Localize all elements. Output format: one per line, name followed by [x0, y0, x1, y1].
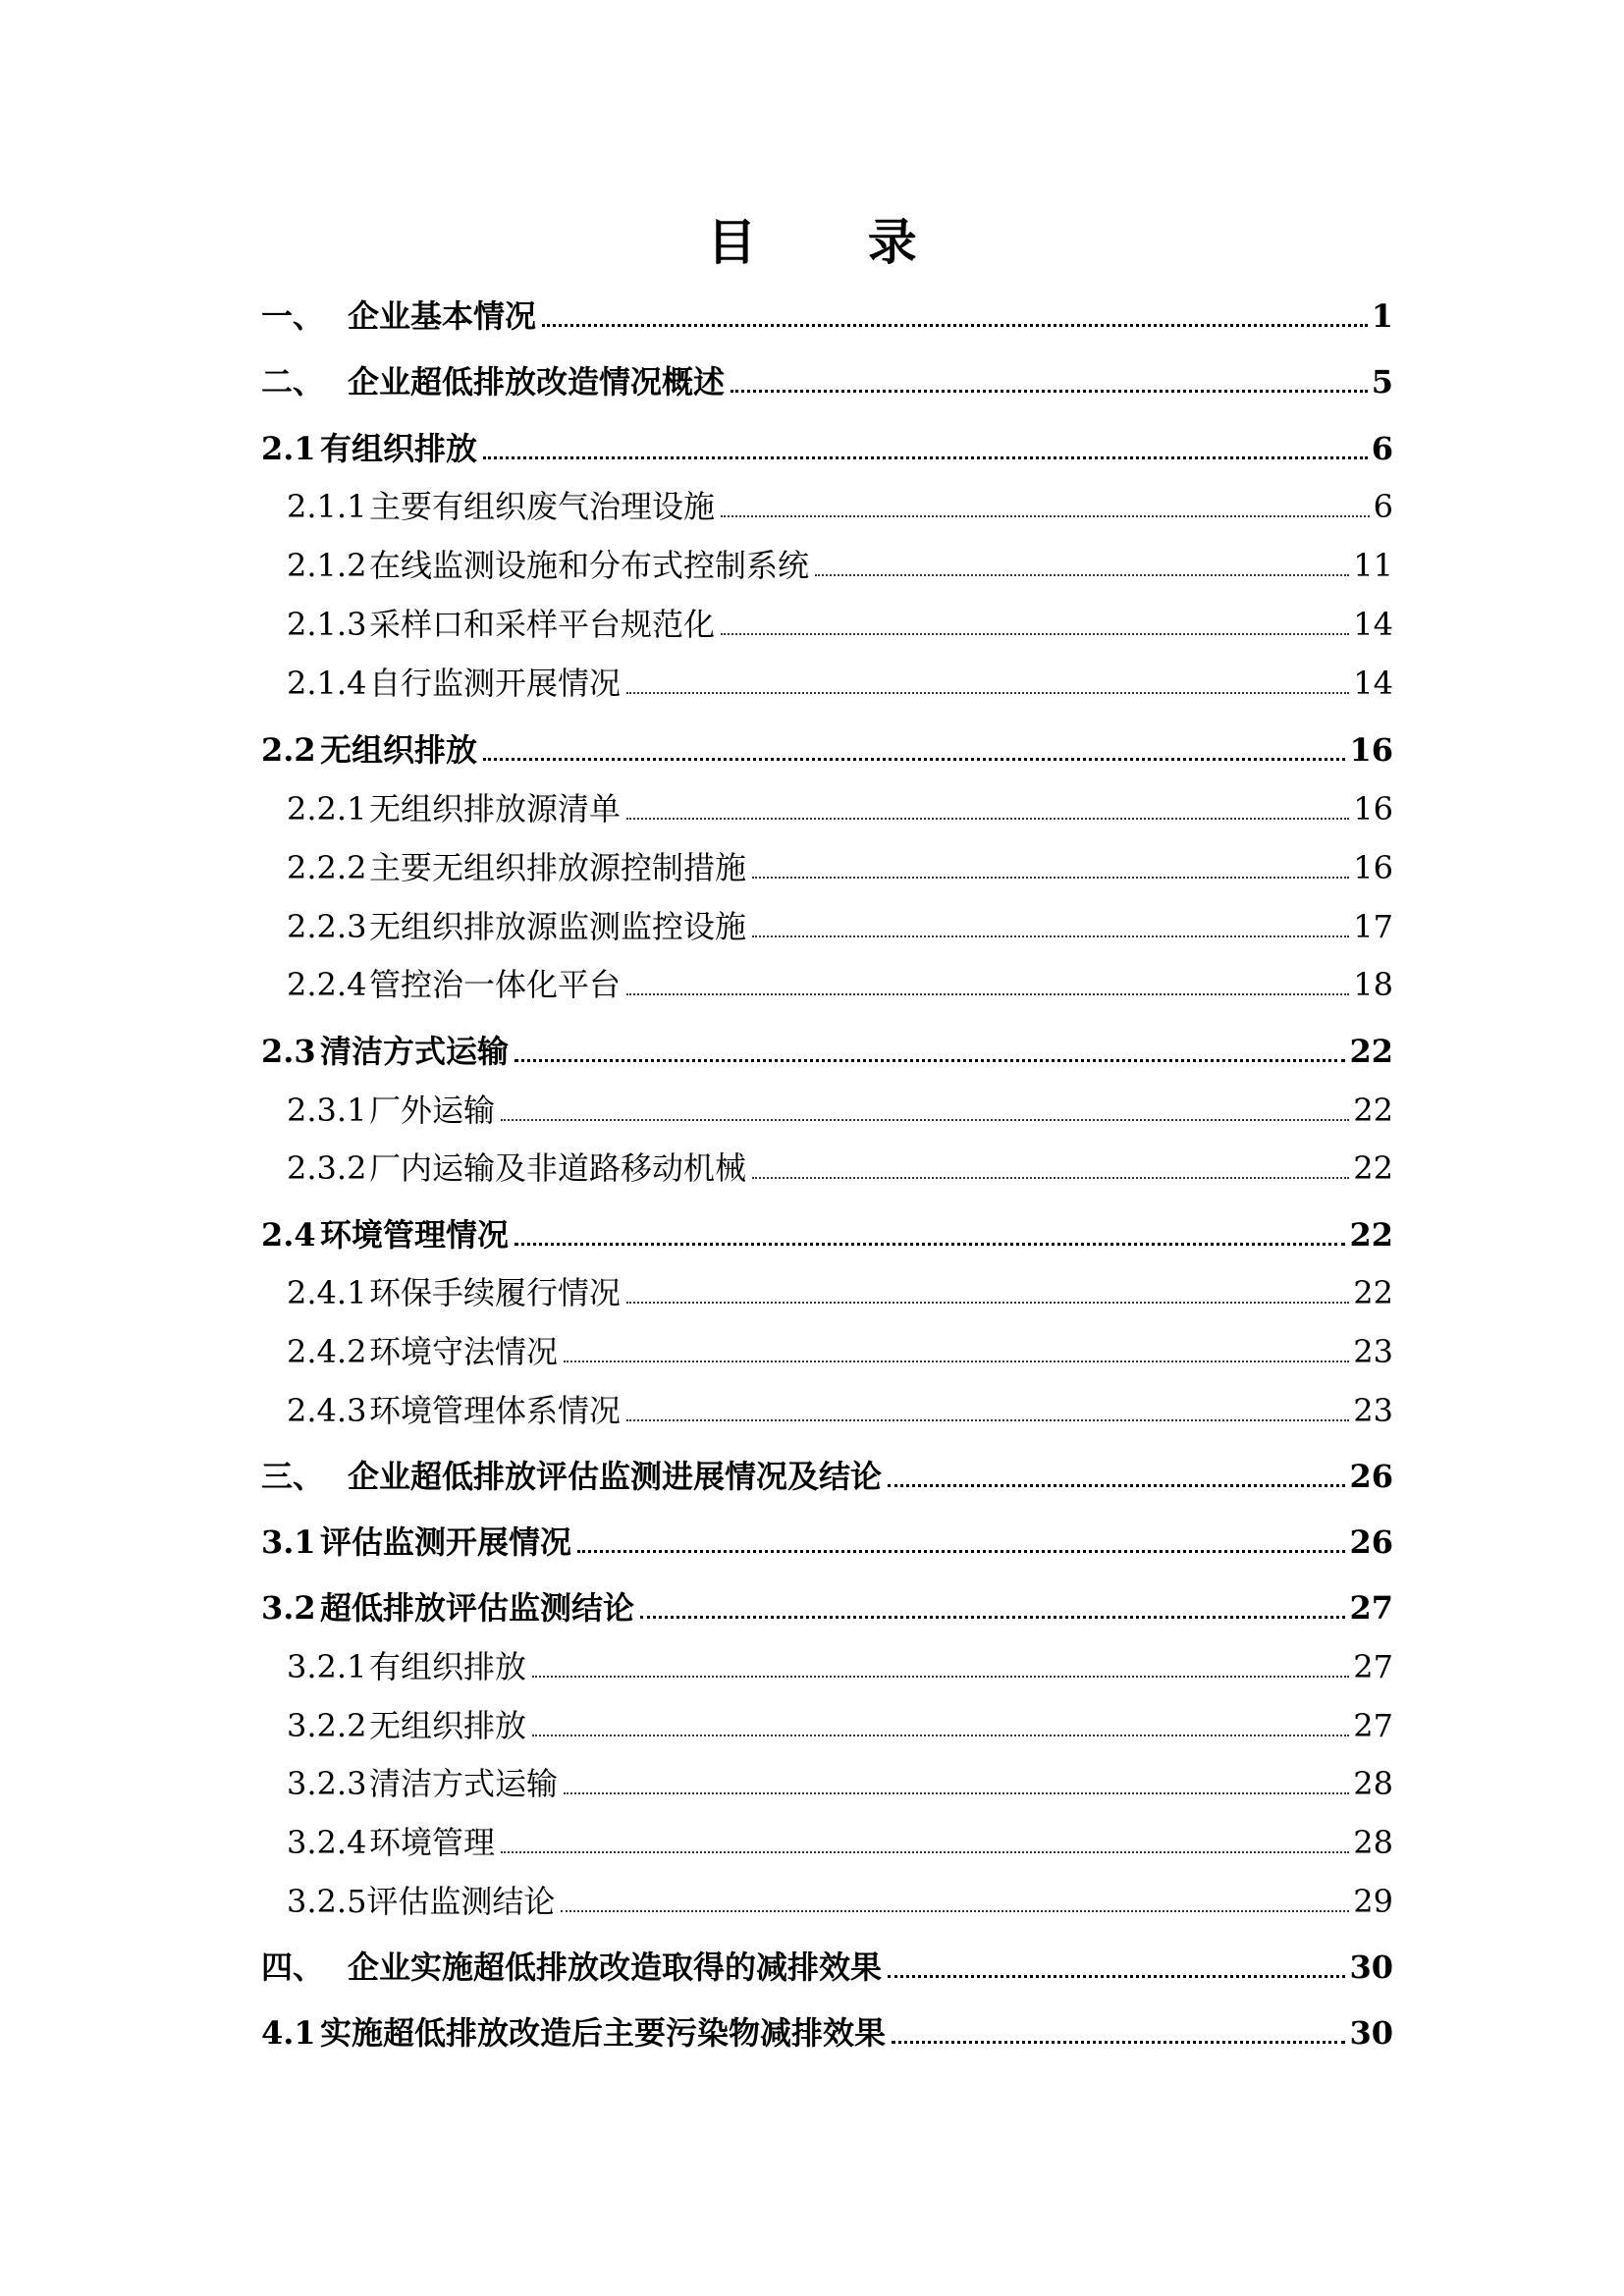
toc-entry-title: 有组织排放: [369, 1648, 527, 1685]
toc-entry-title: 厂内运输及非道路移动机械: [369, 1149, 747, 1187]
toc-page-number: 17: [1353, 908, 1393, 945]
toc-entry-title: 在线监测设施和分布式控制系统: [369, 547, 810, 584]
toc-page-number: 28: [1353, 1824, 1393, 1861]
toc-entry-title: 环境守法情况: [369, 1333, 559, 1370]
toc-entry[interactable]: [261, 362, 1393, 401]
toc-dot-leader: [501, 1119, 1349, 1121]
toc-page-number: 27: [1353, 1648, 1393, 1685]
toc-entry-number: 2.1.3: [287, 606, 367, 643]
toc-entry-title: 企业超低排放改造情况概述: [348, 363, 726, 400]
toc-page-number: 16: [1349, 731, 1393, 769]
toc-entry[interactable]: [287, 1391, 1393, 1430]
toc-entry-number: 3.2.5: [287, 1883, 367, 1920]
toc-entry-title: 无组织排放源监测监控设施: [369, 908, 747, 945]
toc-entry-title: 评估监测开展情况: [320, 1523, 572, 1561]
toc-entry-number: 2.3.2: [287, 1149, 367, 1187]
toc-entry-number: 2.4: [261, 1216, 316, 1254]
toc-entry-number: 2.3.1: [287, 1092, 367, 1129]
toc-entry-title: 实施超低排放改造后主要污染物减排效果: [320, 2014, 887, 2052]
toc-entry-title: 企业基本情况: [348, 297, 537, 335]
toc-entry[interactable]: [287, 546, 1393, 585]
toc-entry[interactable]: [261, 2013, 1393, 2053]
toc-entry[interactable]: [287, 664, 1393, 703]
toc-entry[interactable]: [287, 1882, 1393, 1921]
toc-dot-leader: [532, 1676, 1349, 1678]
toc-dot-leader: [892, 2041, 1345, 2044]
toc-entry-title: 清洁方式运输: [320, 1033, 510, 1070]
toc-entry[interactable]: [261, 1215, 1393, 1255]
toc-entry[interactable]: [287, 907, 1393, 946]
toc-dot-leader: [752, 935, 1349, 937]
toc-page-number: 22: [1353, 1149, 1393, 1187]
toc-page-number: 22: [1349, 1033, 1393, 1070]
toc-entry[interactable]: [287, 605, 1393, 644]
toc-entry[interactable]: [261, 429, 1393, 468]
toc-entry[interactable]: [287, 1647, 1393, 1686]
toc-page-number: 26: [1349, 1523, 1393, 1561]
toc-entry[interactable]: [287, 848, 1393, 887]
toc-entry-number: 2.2.3: [287, 908, 367, 945]
toc-dot-leader: [501, 1851, 1349, 1853]
toc-entry[interactable]: [287, 1332, 1393, 1371]
toc-entry-title: 环保手续履行情况: [369, 1274, 622, 1311]
toc-entry-number: 2.2: [261, 731, 316, 769]
toc-entry-title: 环境管理: [369, 1824, 496, 1861]
toc-dot-leader: [514, 1243, 1345, 1246]
toc-entry-number: 三、: [261, 1458, 325, 1495]
toc-entry[interactable]: [261, 1948, 1393, 1987]
toc-entry-number: 一、: [261, 297, 325, 335]
toc-page-number: 29: [1353, 1883, 1393, 1920]
toc-entry[interactable]: [287, 1148, 1393, 1188]
toc-entry[interactable]: [261, 296, 1393, 336]
toc-entry-title: 无组织排放源清单: [369, 790, 622, 828]
toc-entry[interactable]: [261, 730, 1393, 770]
toc-entry-number: 2.1: [261, 430, 316, 467]
toc-entry-title: 环境管理体系情况: [369, 1392, 622, 1429]
toc-entry-number: 2.2.2: [287, 849, 367, 886]
toc-dot-leader: [483, 758, 1345, 761]
toc-dot-leader: [626, 818, 1349, 820]
toc-entry-number: 2.3: [261, 1033, 316, 1070]
toc-entry-number: 3.2.1: [287, 1648, 367, 1685]
toc-entry[interactable]: [287, 1091, 1393, 1130]
toc-entry-title: 企业实施超低排放改造取得的减排效果: [348, 1949, 883, 1986]
toc-entry[interactable]: [261, 1522, 1393, 1562]
toc-entry-number: 4.1: [261, 2014, 316, 2052]
toc-dot-leader: [640, 1616, 1345, 1619]
toc-page-number: 23: [1353, 1392, 1393, 1429]
toc-page-number: 23: [1353, 1333, 1393, 1370]
toc-dot-leader: [626, 993, 1349, 995]
toc-dot-leader: [752, 1177, 1349, 1179]
toc-entry-title: 超低排放评估监测结论: [320, 1589, 635, 1627]
toc-entry[interactable]: [287, 789, 1393, 828]
toc-page-number: 27: [1353, 1707, 1393, 1744]
toc-page-number: 26: [1349, 1458, 1393, 1495]
toc-entry-title: 清洁方式运输: [369, 1765, 559, 1802]
toc-page-number: 6: [1373, 488, 1393, 525]
toc-dot-leader: [888, 1484, 1345, 1487]
toc-dot-leader: [731, 390, 1368, 393]
toc-dot-leader: [564, 1792, 1349, 1794]
toc-dot-leader: [626, 1302, 1349, 1304]
toc-entry-number: 2.1.1: [287, 488, 367, 525]
toc-entry[interactable]: [287, 487, 1393, 526]
toc-entry-title: 无组织排放: [320, 731, 478, 769]
toc-entry-title: 企业超低排放评估监测进展情况及结论: [348, 1458, 883, 1495]
toc-entry-title: 主要无组织排放源控制措施: [369, 849, 747, 886]
toc-page-number: 6: [1371, 430, 1393, 467]
toc-page-number: 22: [1353, 1092, 1393, 1129]
toc-entry-number: 2.2.1: [287, 790, 367, 828]
toc-dot-leader: [815, 574, 1349, 576]
toc-page-number: 11: [1353, 547, 1393, 584]
toc-page-number: 14: [1353, 665, 1393, 702]
toc-page-number: 18: [1353, 966, 1393, 1003]
toc-page-number: 5: [1371, 363, 1393, 400]
toc-entry-title: 自行监测开展情况: [369, 665, 622, 702]
toc-entry-number: 3.2: [261, 1589, 316, 1627]
toc-entry-title: 无组织排放: [369, 1707, 527, 1744]
toc-page-number: 30: [1349, 2014, 1393, 2052]
toc-dot-leader: [626, 692, 1349, 694]
toc-page-number: 22: [1349, 1216, 1393, 1254]
toc-entry-title: 有组织排放: [320, 430, 478, 467]
toc-entry[interactable]: [287, 1823, 1393, 1862]
toc-dot-leader: [721, 515, 1370, 517]
toc-entry-number: 3.2.3: [287, 1765, 367, 1802]
toc-entry[interactable]: [287, 1706, 1393, 1745]
toc-entry[interactable]: [287, 965, 1393, 1004]
toc-entry-number: 3.1: [261, 1523, 316, 1561]
toc-entry[interactable]: [261, 1588, 1393, 1628]
toc-entry-number: 3.2.4: [287, 1824, 367, 1861]
toc-dot-leader: [483, 456, 1368, 459]
toc-entry-number: 2.1.2: [287, 547, 367, 584]
toc-entry-title: 管控治一体化平台: [369, 966, 622, 1003]
toc-entry-title: 评估监测结论: [366, 1883, 556, 1920]
toc-dot-leader: [721, 633, 1349, 635]
toc-page-number: 1: [1371, 297, 1393, 335]
toc-page-number: 27: [1349, 1589, 1393, 1627]
toc-dot-leader: [514, 1059, 1345, 1062]
toc-dot-leader: [542, 324, 1368, 327]
toc-page-number: 16: [1353, 790, 1393, 828]
toc-page-number: 28: [1353, 1765, 1393, 1802]
toc-entry[interactable]: [261, 1032, 1393, 1071]
toc-entry-number: 3.2.2: [287, 1707, 367, 1744]
toc-entry-number: 2.4.1: [287, 1274, 367, 1311]
toc-entry-title: 厂外运输: [369, 1092, 496, 1129]
toc-entry-number: 2.2.4: [287, 966, 367, 1003]
toc-entry-number: 二、: [261, 363, 325, 400]
toc-page-number: 16: [1353, 849, 1393, 886]
toc-page-number: 22: [1353, 1274, 1393, 1311]
toc-dot-leader: [577, 1550, 1345, 1553]
toc-entry-title: 环境管理情况: [320, 1216, 510, 1254]
toc-entry-number: 2.4.2: [287, 1333, 367, 1370]
toc-entry-title: 主要有组织废气治理设施: [369, 488, 716, 525]
toc-title: 目 录: [707, 213, 964, 271]
toc-dot-leader: [561, 1910, 1349, 1912]
toc-entry-number: 2.4.3: [287, 1392, 367, 1429]
toc-dot-leader: [888, 1975, 1345, 1978]
toc-dot-leader: [532, 1735, 1349, 1736]
toc-entry[interactable]: [287, 1764, 1393, 1803]
toc-entry-number: 四、: [261, 1949, 325, 1986]
toc-entry-title: 采样口和采样平台规范化: [369, 606, 716, 643]
toc-page-number: 30: [1349, 1949, 1393, 1986]
toc-dot-leader: [752, 877, 1349, 879]
toc-dot-leader: [564, 1361, 1349, 1362]
toc-dot-leader: [626, 1419, 1349, 1421]
toc-entry[interactable]: [261, 1457, 1393, 1496]
toc-entry-number: 2.1.4: [287, 665, 367, 702]
toc-entry[interactable]: [287, 1273, 1393, 1312]
toc-page-number: 14: [1353, 606, 1393, 643]
